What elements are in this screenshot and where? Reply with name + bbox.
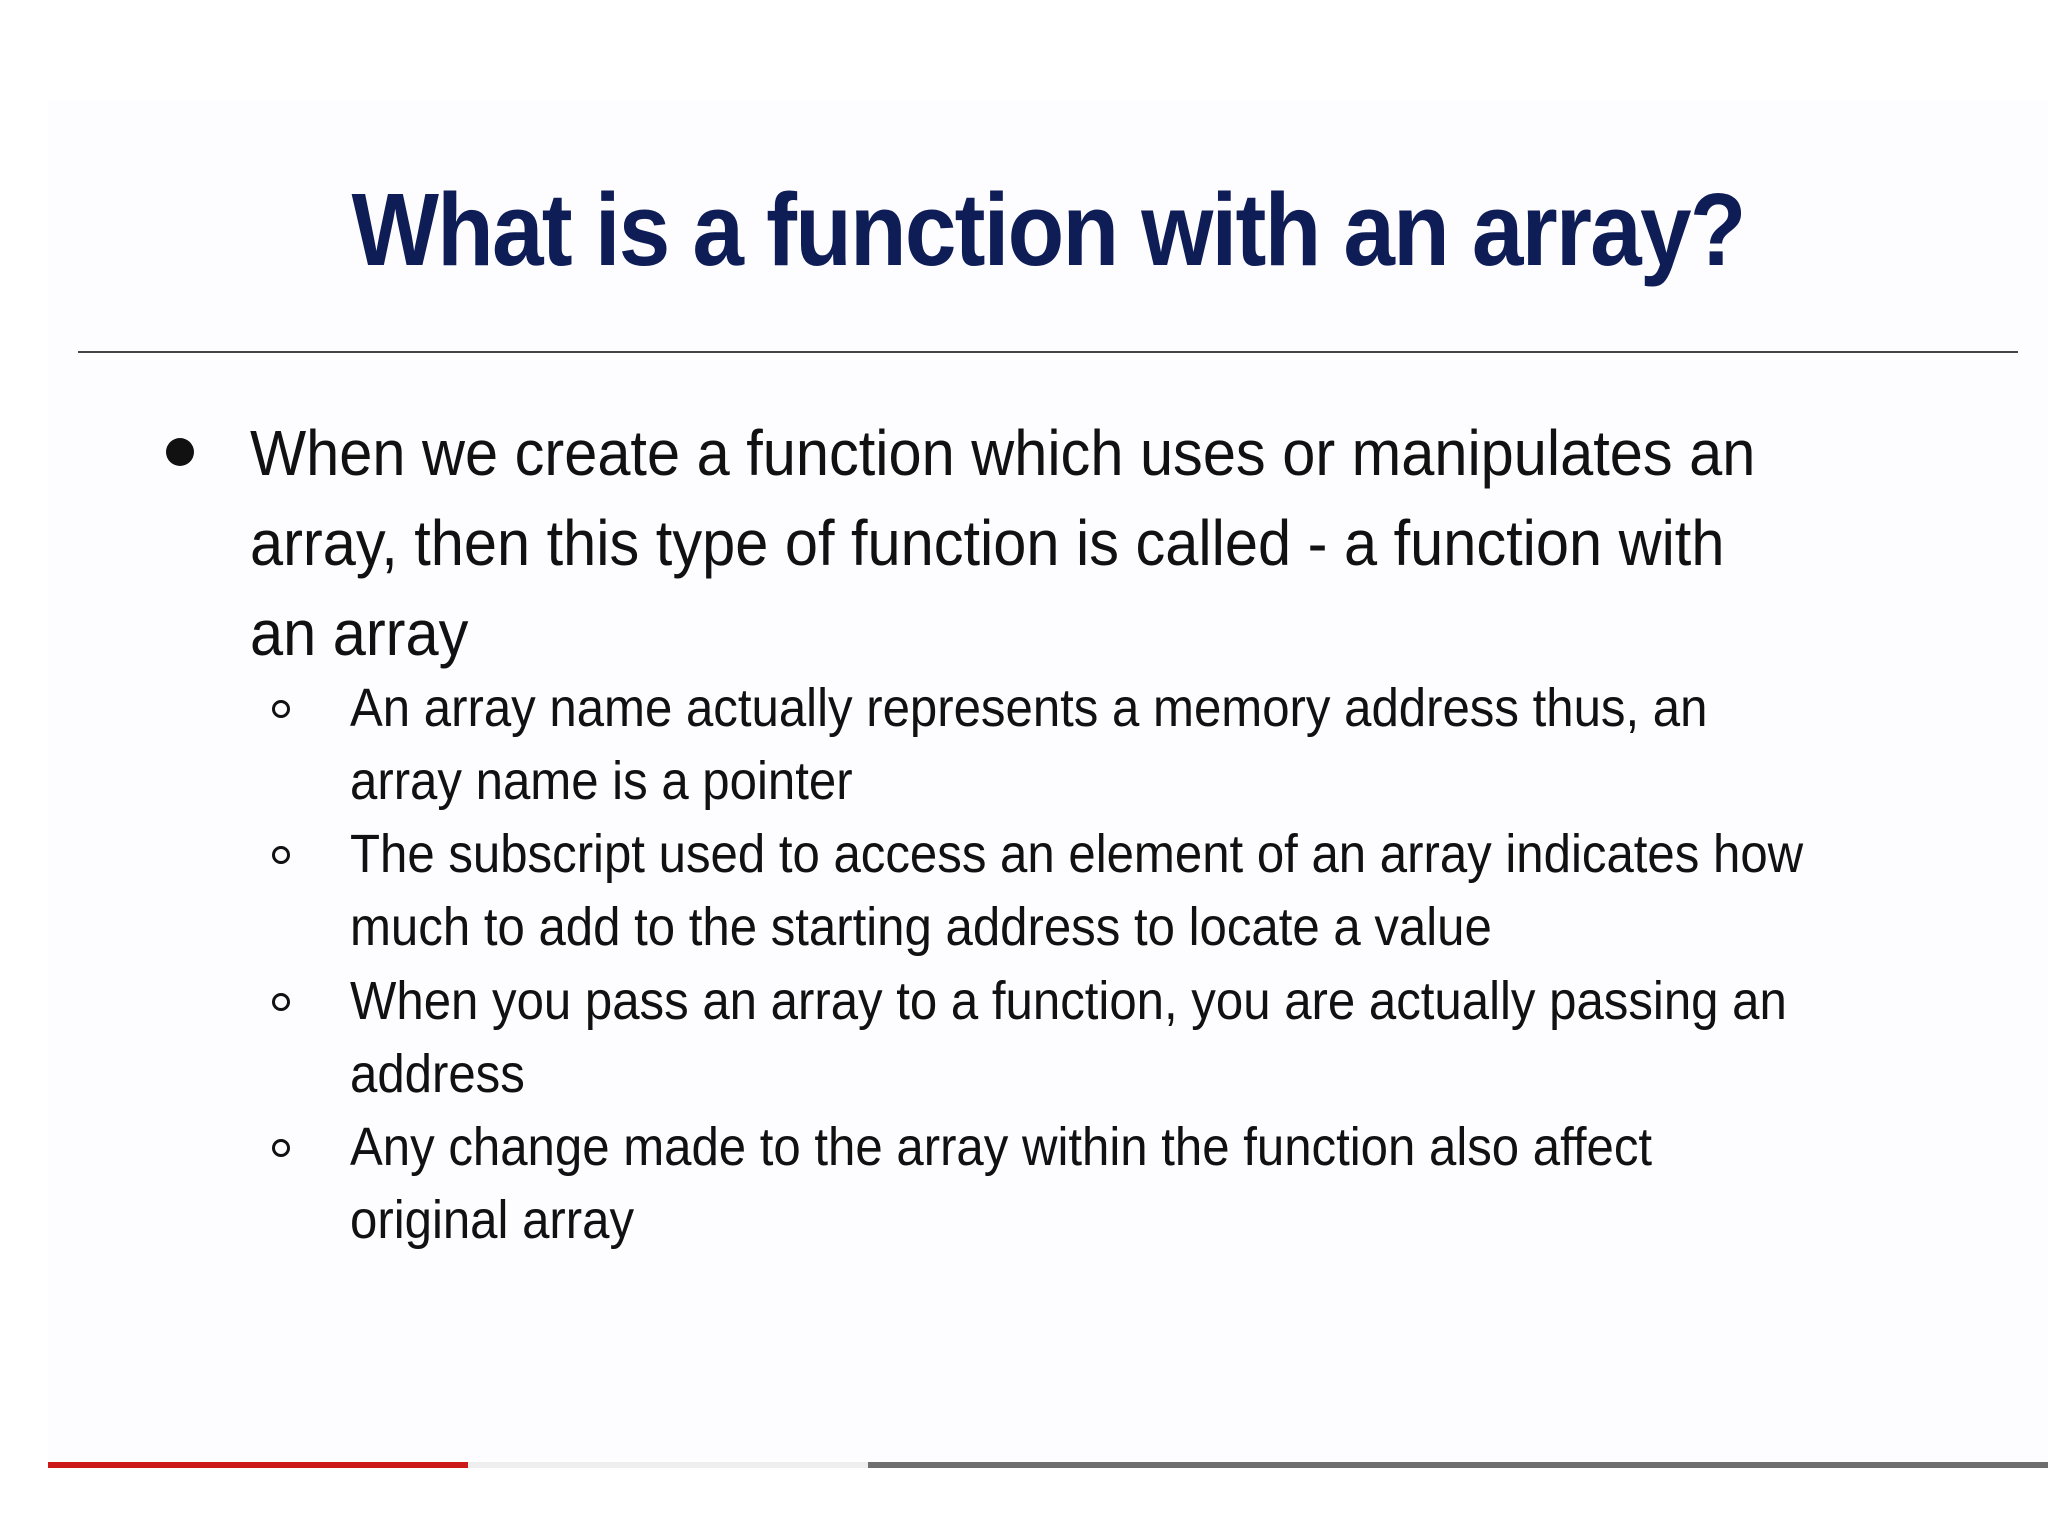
video-progress-remaining bbox=[868, 1462, 2048, 1468]
video-progress-bar[interactable] bbox=[48, 1462, 2048, 1468]
video-progress-played bbox=[48, 1462, 468, 1468]
sub-bullet-item: When you pass an array to a function, you are actually passing an address bbox=[350, 971, 1787, 1104]
hollow-bullet-icon bbox=[272, 700, 290, 718]
sub-bullet-item: The subscript used to access an element of an array indicates how much to add to the starting address to locate a value bbox=[350, 824, 1804, 957]
hollow-bullet-icon bbox=[272, 1139, 290, 1157]
video-progress-buffered bbox=[468, 1462, 868, 1468]
sub-bullet-item: An array name actually represents a memory address thus, an array name is a pointer bbox=[350, 678, 1708, 811]
sub-bullet-item: Any change made to the array within the function also affect original array bbox=[350, 1117, 1653, 1250]
slide-title: What is a function with an array? bbox=[351, 172, 1745, 287]
bullet-dot-icon bbox=[166, 438, 194, 466]
hollow-bullet-icon bbox=[272, 993, 290, 1011]
hollow-bullet-icon bbox=[272, 846, 290, 864]
title-divider bbox=[78, 351, 2018, 353]
main-bullet-text: When we create a function which uses or manipulates an array, then this type of function is called - a function with an array bbox=[250, 417, 1756, 669]
